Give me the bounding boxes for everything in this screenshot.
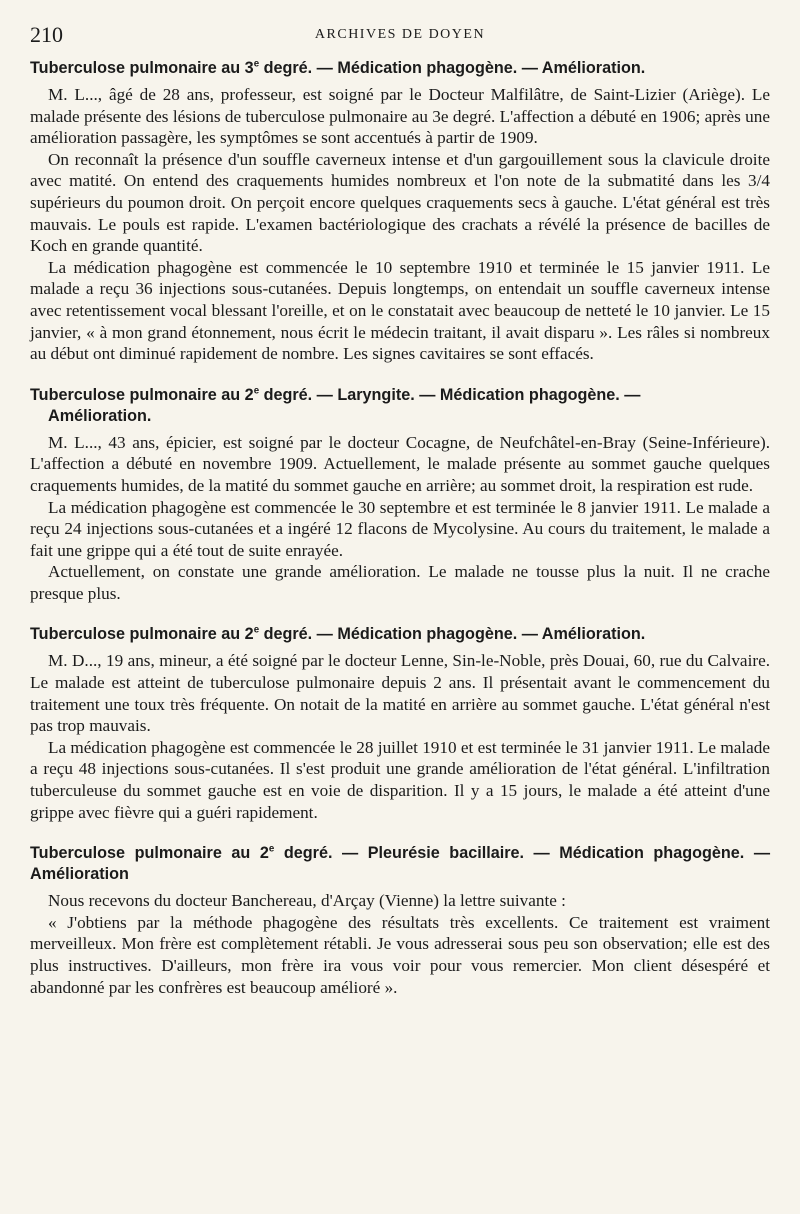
case-section-3: [30, 624, 770, 823]
case-title: Tuberculose pulmonaire au 2e degré. — Médication phagogène. — Amélioration.: [30, 625, 646, 644]
case-section-1: [30, 58, 770, 365]
case-title: Tuberculose pulmonaire au 2e degré. — Laryngite. — Médication phagogène. — Amélioration.: [30, 385, 641, 425]
paragraph: M. L..., 43 ans, épicier, est soigné par le docteur Cocagne, de Neufchâtel-en-Bray (Seine-Inférieure). L'affection a débuté en novembre 1909. Actuellement, le malade présente au sommet gauche quelques craquements humides, de la matité du sommet gauche en arrière; au sommet droit, la respiration est rude.: [30, 432, 770, 495]
case-section-4: [30, 843, 770, 998]
paragraph: M. L..., âgé de 28 ans, professeur, est soigné par le Docteur Malfilâtre, de Saint-Lizier (Ariège). Le malade présente des lésions de tuberculose pulmonaire au 3e degré. L'affection a débuté en 1906; après une amélioration passagère, les symptômes se sont accentués à partir de 1909.: [30, 85, 770, 148]
quoted-letter: « J'obtiens par la méthode phagogène des résultats très excellents. Ce traitement est vraiment merveilleux. Mon frère est complètement rétabli. Je vous adresserai sous peu son observation; elle est des plus instructives. D'ailleurs, mon frère ira vous voir pour vous remercier. Mon client désespéré et abandonné par les confrères est beaucoup amélioré ».: [30, 912, 770, 997]
case-section-2: [30, 385, 770, 605]
paragraph: La médication phagogène est commencée le 28 juillet 1910 et est terminée le 31 janvier 1911. Le malade a reçu 48 injections sous-cutanées. Il s'est produit une grande amélioration de l'état général. L'infiltration tuberculeuse du sommet gauche est en voie de disparition. Il y a 15 jours, le malade a été atteint d'une grippe avec fièvre qui a guéri rapidement.: [30, 737, 770, 822]
page-number: 210: [30, 22, 63, 47]
case-title: Tuberculose pulmonaire au 2e degré. — Pleurésie bacillaire. — Médication phagogène. — Amélioration: [30, 843, 771, 884]
running-title: ARCHIVES DE DOYEN: [314, 27, 486, 42]
paragraph: M. D..., 19 ans, mineur, a été soigné par le docteur Lenne, Sin-le-Noble, près Douai, 60, rue du Calvaire. Le malade est atteint de tuberculose pulmonaire depuis 2 ans. Il présentait avant le commencement du traitement une toux très fréquente. On notait de la matité en arrière au sommet gauche. L'état général n'est pas trop mauvais.: [30, 651, 770, 736]
paragraph: La médication phagogène est commencée le 10 septembre 1910 et terminée le 15 janvier 1911. Le malade a reçu 36 injections sous-cutanées. Depuis longtemps, on entendait un souffle caverneux intense avec retentissement vocal blessant l'oreille, et on le constatait avec beaucoup de netteté le 10 janvier. Le 15 janvier, « à mon grand étonnement, nous écrit le médecin traitant, il avait disparu ». Les râles si nombreux au début ont diminué rapidement de nombre. Les signes cavitaires se sont effacés.: [30, 257, 770, 364]
paragraph: La médication phagogène est commencée le 30 septembre et est terminée le 8 janvier 1911. Le malade a reçu 24 injections sous-cutanées et a ingéré 12 flacons de Mycolysine. Au cours du traitement, le malade a fait une grippe qui a été tout de suite enrayée.: [30, 497, 770, 560]
paragraph: On reconnaît la présence d'un souffle caverneux intense et d'un gargouillement sous la clavicule droite avec matité. On entend des craquements humides nombreux et l'on note de la submatité dans les 3/4 supérieurs du poumon droit. On perçoit encore quelques craquements secs à gauche. L'état général est très mauvais. Le pouls est rapide. L'examen bactériologique des crachats a révélé la présence de bacilles de Koch en grande quantité.: [30, 149, 770, 256]
case-title: Tuberculose pulmonaire au 3e degré. — Médication phagogène. — Amélioration.: [30, 58, 646, 77]
paragraph: Nous recevons du docteur Banchereau, d'Arçay (Vienne) la lettre suivante :: [48, 891, 566, 911]
running-head: [30, 22, 770, 58]
paragraph: Actuellement, on constate une grande amélioration. Le malade ne tousse plus la nuit. Il ne crache presque plus.: [30, 562, 770, 603]
